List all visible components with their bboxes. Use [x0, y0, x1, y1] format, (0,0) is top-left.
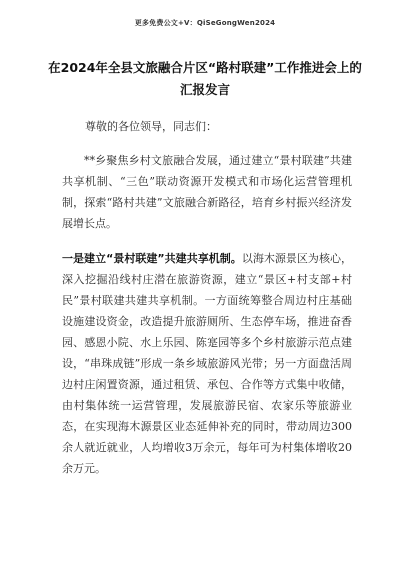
section-1-heading: 一是建立“景村联建”共建共享机制。 [62, 252, 242, 265]
intro-paragraph: **乡聚焦乡村文旅融合发展，通过建立“景村联建”共建共享机制、“三色”联动资源开发模式和市场化运营管理机制，探索“路村共建”文旅融合新路径，培育乡村振兴经济发展增长点。 [62, 154, 352, 230]
section-1-paragraph [62, 248, 352, 479]
document-title-line-1: 在2024年全县文旅融合片区“路村联建”工作推进会上的 [48, 60, 362, 75]
section-1-body: 以海木源景区为核心，深入挖掘沿线村庄潜在旅游资源，建立“景区+村支部+村民”景村联建共建共享机制。一方面统筹整合周边村庄基础设施建设资金，改造提升旅游厕所、生态停车场，推进奋香园、感恩小院、水上乐园、陈寔园等多个乡村旅游示范点建设，“串珠成链”形成一条乡域旅游风光带；另一方面盘活周边村庄闲置资源，通过租赁、承包、合作等方式集中收储，由村集体统一运营管理，发展旅游民宿、农家乐等旅游业态，在实现海木源景区业态延伸补充的同时，带动周边300余人就近就业，人均增收3万余元，每年可为村集体增收20余万元。 [62, 252, 352, 475]
salutation: 尊敬的各位领导，同志们： [85, 120, 217, 133]
document-title-line-2: 汇报发言 [179, 82, 230, 97]
header-note: 更多免费公文+V：QiSeGongWen2024 [134, 19, 276, 27]
